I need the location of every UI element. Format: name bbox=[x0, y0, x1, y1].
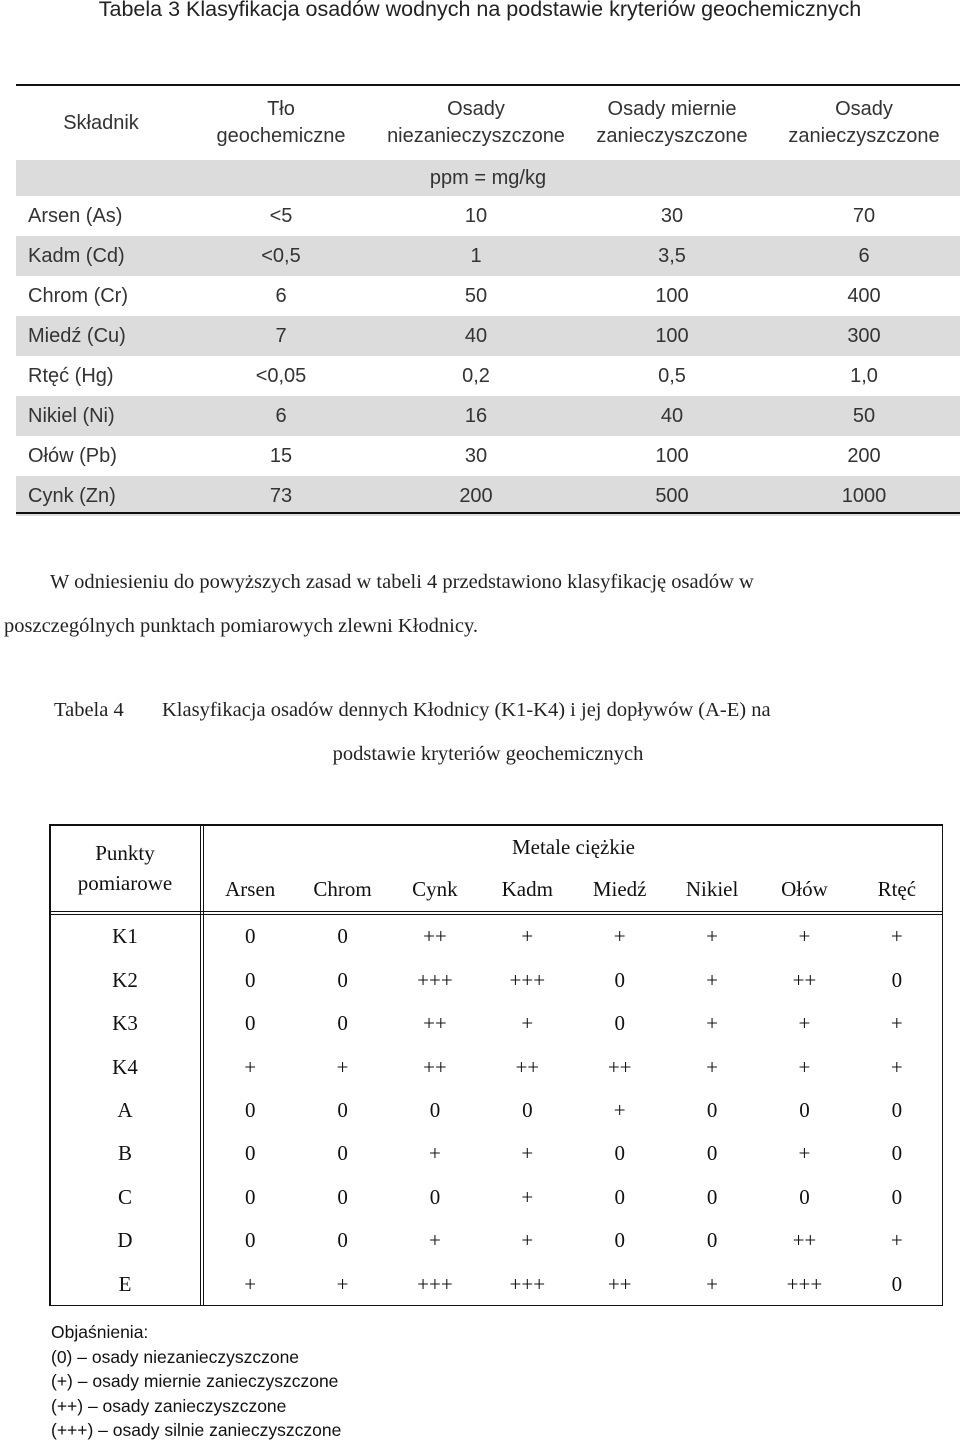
table4-value-cell: + bbox=[706, 1011, 718, 1036]
table4-value-cell: 0 bbox=[429, 1184, 441, 1209]
table3-value-cell: 3,5 bbox=[658, 244, 686, 267]
table3-header-line: zanieczyszczone bbox=[788, 125, 940, 147]
table4-value-cell: + bbox=[613, 924, 626, 949]
table3-row bbox=[16, 276, 960, 316]
table3-header-cell bbox=[376, 86, 576, 160]
table3-value-cell: 50 bbox=[852, 404, 876, 427]
table4-value-cell: ++ bbox=[607, 1054, 632, 1079]
table4-column-header: Cynk bbox=[412, 877, 458, 901]
table4-column-header: Rtęć bbox=[877, 877, 917, 901]
table4-caption-line-2: podstawie kryteriów geochemicznych bbox=[332, 743, 644, 765]
table3-value-cell: 300 bbox=[847, 324, 881, 347]
table3-value-cell: 0,5 bbox=[658, 364, 686, 387]
table4-point-cell: K3 bbox=[112, 1011, 138, 1036]
table4-value-cell: + bbox=[521, 1011, 534, 1036]
table4-value-cell: + bbox=[613, 1097, 626, 1122]
legend-item: (+) – osady miernie zanieczyszczone bbox=[51, 1371, 339, 1391]
table3-unit-row: ppm = mg/kg bbox=[16, 160, 960, 196]
table3-value-cell: 100 bbox=[655, 444, 689, 467]
table3-value-cell: 40 bbox=[660, 404, 684, 427]
table4-caption-text: Klasyfikacja osadów dennych Kłodnicy (K1-K4) i jej dopływów (A-E) na bbox=[162, 699, 771, 721]
table3-header-line: Osady bbox=[447, 98, 505, 120]
table3-value-cell: 200 bbox=[459, 484, 493, 507]
legend-item: (++) – osady zanieczyszczone bbox=[51, 1395, 287, 1416]
table4-column-header: Miedź bbox=[592, 877, 647, 901]
table4-caption bbox=[0, 688, 960, 776]
table4-value-cell: + bbox=[890, 1228, 903, 1253]
table3-header-cell bbox=[768, 86, 960, 160]
table4-point-cell: K4 bbox=[112, 1054, 138, 1079]
table4-value-cell: 0 bbox=[614, 967, 625, 992]
legend bbox=[51, 1320, 341, 1443]
table4-value-cell: + bbox=[521, 1184, 534, 1209]
table4-value-cell: ++ bbox=[607, 1271, 632, 1296]
table4-value-cell: + bbox=[798, 1141, 811, 1166]
table3-header-line: Osady miernie bbox=[607, 98, 737, 120]
table4-column-header: Nikiel bbox=[685, 877, 739, 901]
table3-component-cell: Miedź (Cu) bbox=[28, 324, 126, 347]
table4-value-cell: 0 bbox=[522, 1097, 533, 1122]
table3-value-cell: 10 bbox=[464, 204, 488, 227]
table3-value-cell: 0,2 bbox=[462, 364, 490, 387]
table3-component-cell: Ołów (Pb) bbox=[28, 444, 117, 467]
table4-value-cell: ++ bbox=[423, 1054, 447, 1079]
table4-value-cell: + bbox=[890, 1011, 903, 1036]
table3-value-cell: <5 bbox=[269, 204, 293, 227]
table3-value-cell: 500 bbox=[655, 484, 689, 507]
legend-item: (0) – osady niezanieczyszczone bbox=[51, 1346, 300, 1367]
table4-value-cell: +++ bbox=[417, 967, 453, 992]
table4-value-cell: + bbox=[706, 1054, 718, 1079]
table3-header-line: Osady bbox=[835, 98, 893, 120]
table3-component-cell: Arsen (As) bbox=[28, 204, 123, 227]
table4-point-cell: B bbox=[117, 1141, 132, 1166]
table3-value-cell: 6 bbox=[858, 244, 870, 267]
table4-value-cell: +++ bbox=[786, 1271, 823, 1296]
table3-value-cell: 15 bbox=[269, 444, 293, 467]
table4-value-cell: + bbox=[244, 1054, 257, 1079]
table3-header-line: niezanieczyszczone bbox=[387, 125, 565, 147]
table4-value-cell: 0 bbox=[706, 1141, 718, 1166]
table3-value-cell: 1,0 bbox=[850, 364, 878, 387]
table4-value-cell: + bbox=[521, 924, 534, 949]
table4-corner-header-line: pomiarowe bbox=[77, 871, 173, 895]
table3-header-line: Tło bbox=[267, 98, 295, 120]
table4-caption-line-1 bbox=[0, 688, 960, 732]
table4-value-cell: 0 bbox=[706, 1184, 718, 1209]
table4-caption-label: Tabela 4 bbox=[54, 699, 124, 721]
table4 bbox=[49, 824, 943, 1306]
table3-component-cell: Rtęć (Hg) bbox=[28, 364, 114, 387]
table3-row bbox=[16, 236, 960, 276]
table3-row bbox=[16, 396, 960, 436]
table4-value-cell: 0 bbox=[244, 1011, 256, 1036]
legend-title: Objaśnienia: bbox=[51, 1322, 149, 1342]
table3-value-cell: 200 bbox=[847, 444, 881, 467]
table4-value-cell: 0 bbox=[614, 1141, 625, 1166]
paragraph-line-2: poszczególnych punktach pomiarowych zlewni Kłodnicy. bbox=[4, 615, 479, 637]
table4-value-cell: 0 bbox=[337, 1011, 348, 1036]
table4-point-cell: K2 bbox=[112, 967, 138, 992]
table3-value-cell: 1000 bbox=[841, 484, 887, 507]
table4-value-cell: ++ bbox=[423, 924, 447, 949]
table3-body bbox=[16, 196, 960, 516]
table4-value-cell: + bbox=[429, 1228, 441, 1253]
table3-value-cell: 30 bbox=[464, 444, 488, 467]
table4-value-cell: + bbox=[890, 1054, 903, 1079]
table3-value-cell: 100 bbox=[655, 284, 689, 307]
table3-component-cell: Nikiel (Ni) bbox=[28, 404, 115, 427]
table4-value-cell: 0 bbox=[799, 1184, 810, 1209]
table4-value-cell: 0 bbox=[891, 1141, 903, 1166]
table4-value-cell: + bbox=[336, 1271, 349, 1296]
table3-value-cell: 30 bbox=[660, 204, 684, 227]
table3-row bbox=[16, 436, 960, 476]
table4-value-cell: 0 bbox=[244, 1141, 256, 1166]
table4-value-cell: +++ bbox=[417, 1271, 453, 1296]
table4-value-cell: + bbox=[890, 924, 903, 949]
table4-value-cell: 0 bbox=[337, 1228, 348, 1253]
table3-row bbox=[16, 356, 960, 396]
table3-value-cell: 400 bbox=[847, 284, 881, 307]
table4-value-cell: 0 bbox=[891, 1184, 903, 1209]
table4-value-cell: +++ bbox=[509, 967, 546, 992]
table4-value-cell: 0 bbox=[614, 1228, 625, 1253]
table3-value-cell: 1 bbox=[470, 244, 482, 267]
table4-value-cell: + bbox=[706, 967, 718, 992]
table4-value-cell: ++ bbox=[792, 967, 817, 992]
table4-value-cell: 0 bbox=[337, 924, 348, 949]
table4-value-cell: + bbox=[798, 1011, 811, 1036]
table4-point-cell: K1 bbox=[112, 924, 138, 949]
table4-value-cell: 0 bbox=[706, 1097, 718, 1122]
table4-corner-header-line: Punkty bbox=[95, 841, 155, 865]
table3-header-cell bbox=[576, 86, 768, 160]
table4-value-cell: ++ bbox=[423, 1011, 447, 1036]
table4-value-cell: 0 bbox=[244, 967, 256, 992]
table4-group-header: Metale ciężkie bbox=[511, 835, 635, 859]
table3-header-cell bbox=[186, 86, 376, 160]
table4-value-cell: 0 bbox=[244, 1184, 256, 1209]
table3-value-cell: <0,5 bbox=[261, 244, 301, 267]
table3-row bbox=[16, 196, 960, 236]
table3-header-line: Składnik bbox=[63, 111, 139, 134]
table3-value-cell: 7 bbox=[275, 324, 287, 347]
table3-component-cell: Chrom (Cr) bbox=[28, 284, 128, 307]
table4-point-cell: E bbox=[118, 1271, 132, 1296]
table4-value-cell: 0 bbox=[799, 1097, 810, 1122]
table3-component-cell: Cynk (Zn) bbox=[28, 484, 116, 507]
table4-value-cell: 0 bbox=[244, 1097, 256, 1122]
table4-value-cell: 0 bbox=[337, 1141, 348, 1166]
legend-item: (+++) – osady silnie zanieczyszczone bbox=[51, 1420, 342, 1440]
table4-value-cell: 0 bbox=[891, 1097, 903, 1122]
table4-column-header: Ołów bbox=[781, 877, 828, 901]
table4-point-cell: A bbox=[117, 1097, 133, 1122]
table3-value-cell: 16 bbox=[464, 404, 488, 427]
table4-corner-header bbox=[49, 824, 201, 912]
paragraph-line-1: W odniesieniu do powyższych zasad w tabeli 4 przedstawiono klasyfikację osadów w bbox=[50, 571, 754, 593]
table4-column-header: Kadm bbox=[501, 877, 553, 901]
table4-value-cell: 0 bbox=[614, 1011, 625, 1036]
table4-value-cell: 0 bbox=[706, 1228, 718, 1253]
table4-value-cell: ++ bbox=[515, 1054, 540, 1079]
table3-value-cell: 100 bbox=[655, 324, 689, 347]
table4-value-cell: +++ bbox=[509, 1271, 546, 1296]
table4-value-cell: + bbox=[706, 924, 718, 949]
table4-value-cell: + bbox=[798, 1054, 811, 1079]
table4-value-cell: + bbox=[798, 924, 811, 949]
table3-caption: Tabela 3 Klasyfikacja osadów wodnych na podstawie kryteriów geochemicznych bbox=[98, 0, 862, 21]
table4-value-cell: 0 bbox=[891, 967, 903, 992]
table4-value-cell: 0 bbox=[614, 1184, 625, 1209]
table3-header-row bbox=[16, 86, 960, 160]
table3-header-cell bbox=[16, 86, 186, 160]
table4-value-cell: + bbox=[429, 1141, 441, 1166]
table4-value-cell: + bbox=[521, 1141, 534, 1166]
table3-component-cell: Kadm (Cd) bbox=[28, 244, 125, 267]
table4-point-cell: D bbox=[117, 1228, 133, 1253]
table3-header-line: zanieczyszczone bbox=[596, 125, 748, 147]
table4-value-cell: 0 bbox=[337, 1097, 348, 1122]
table4-value-cell: + bbox=[336, 1054, 349, 1079]
table3-row bbox=[16, 476, 960, 516]
table3-value-cell: 6 bbox=[275, 404, 287, 427]
table4-value-cell: + bbox=[521, 1228, 534, 1253]
table3-bottom-rule bbox=[16, 512, 960, 514]
table4-value-cell: ++ bbox=[792, 1228, 817, 1253]
table3-value-cell: <0,05 bbox=[255, 364, 307, 387]
table3-value-cell: 50 bbox=[464, 284, 488, 307]
table3-value-cell: 70 bbox=[852, 204, 876, 227]
table3-value-cell: 73 bbox=[269, 484, 293, 507]
table4-value-cell: 0 bbox=[337, 1184, 348, 1209]
table4-value-cell: 0 bbox=[429, 1097, 441, 1122]
table3-value-cell: 40 bbox=[464, 324, 488, 347]
table4-value-cell: + bbox=[706, 1271, 718, 1296]
table4-point-cell: C bbox=[117, 1184, 132, 1209]
table3-header-line: geochemiczne bbox=[216, 125, 346, 147]
table3-value-cell: 6 bbox=[275, 284, 287, 307]
table4-column-header: Arsen bbox=[225, 877, 276, 901]
table4-value-cell: 0 bbox=[244, 924, 256, 949]
table4-value-cell: 0 bbox=[337, 967, 348, 992]
table4-column-header: Chrom bbox=[313, 877, 372, 901]
table4-value-cell: 0 bbox=[244, 1228, 256, 1253]
table4-value-cell: 0 bbox=[891, 1271, 903, 1296]
body-paragraph bbox=[0, 560, 960, 648]
table3-row bbox=[16, 316, 960, 356]
table4-value-cell: + bbox=[244, 1271, 257, 1296]
